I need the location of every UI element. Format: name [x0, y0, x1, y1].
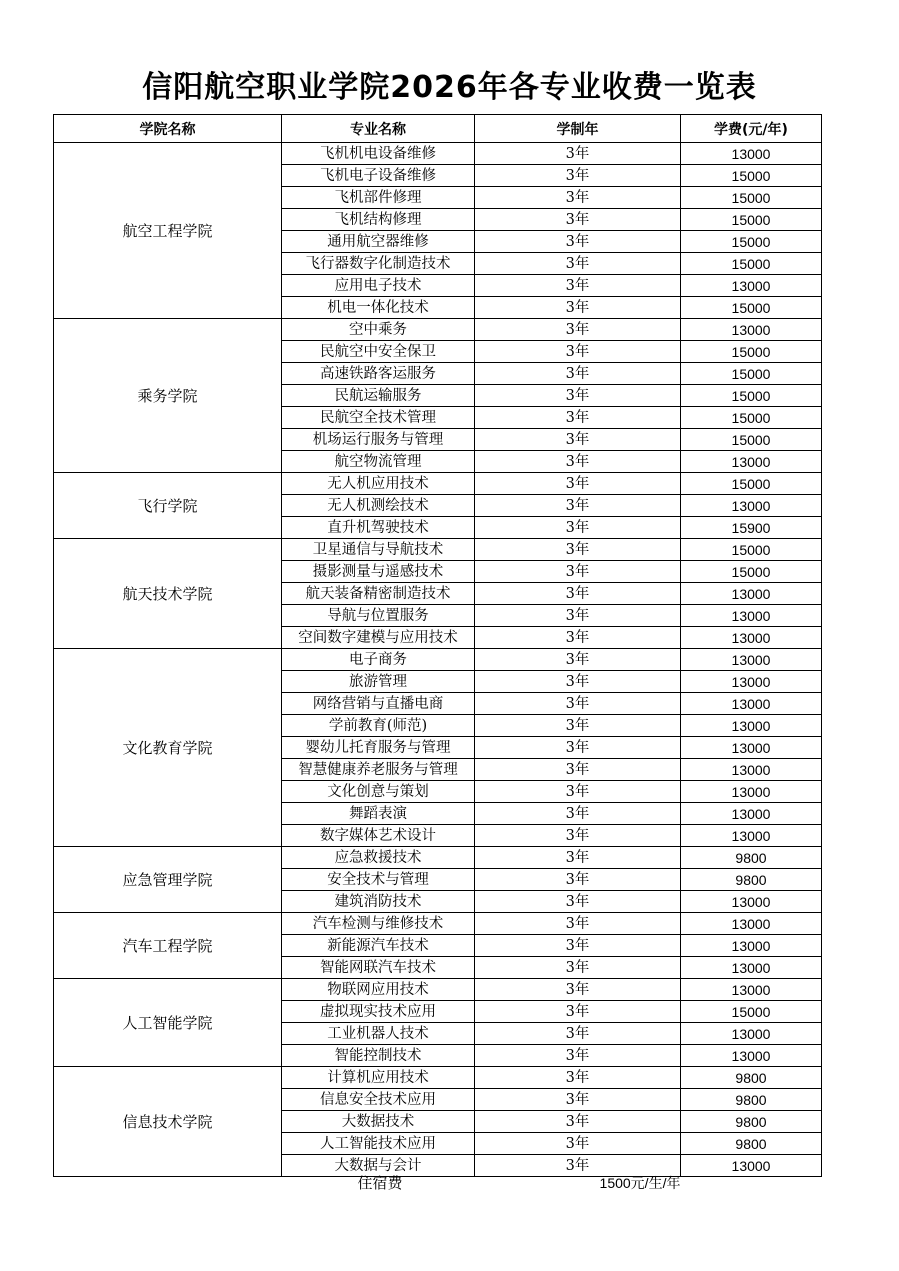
duration-cell: 3年 — [475, 517, 681, 539]
major-name-cell: 通用航空器维修 — [282, 231, 475, 253]
tuition-cell: 15000 — [681, 561, 822, 583]
college-name-cell: 航天技术学院 — [54, 539, 282, 649]
major-name-cell: 虚拟现实技术应用 — [282, 1001, 475, 1023]
duration-cell: 3年 — [475, 759, 681, 781]
dorm-fee-label: 住宿费 — [357, 1174, 403, 1192]
major-name-cell: 大数据与会计 — [282, 1155, 475, 1177]
tuition-cell: 9800 — [681, 1067, 822, 1089]
duration-cell: 3年 — [475, 693, 681, 715]
major-name-cell: 高速铁路客运服务 — [282, 363, 475, 385]
tuition-cell: 15000 — [681, 429, 822, 451]
duration-cell: 3年 — [475, 781, 681, 803]
table-row — [54, 143, 822, 165]
page-title: 信阳航空职业学院2026年各专业收费一览表 — [142, 70, 757, 105]
tuition-cell: 13000 — [681, 957, 822, 979]
tuition-cell: 15000 — [681, 253, 822, 275]
tuition-cell: 13000 — [681, 803, 822, 825]
major-name-cell: 文化创意与策划 — [282, 781, 475, 803]
duration-cell: 3年 — [475, 297, 681, 319]
tuition-cell: 13000 — [681, 1155, 822, 1177]
major-name-cell: 空间数字建模与应用技术 — [282, 627, 475, 649]
tuition-cell: 13000 — [681, 275, 822, 297]
major-name-cell: 无人机应用技术 — [282, 473, 475, 495]
tuition-cell: 13000 — [681, 319, 822, 341]
tuition-cell: 15000 — [681, 1001, 822, 1023]
college-name-cell: 航空工程学院 — [54, 143, 282, 319]
tuition-cell: 13000 — [681, 693, 822, 715]
table-row — [54, 649, 822, 671]
duration-cell: 3年 — [475, 1067, 681, 1089]
duration-cell: 3年 — [475, 539, 681, 561]
major-name-cell: 应用电子技术 — [282, 275, 475, 297]
college-name-cell: 人工智能学院 — [54, 979, 282, 1067]
duration-cell: 3年 — [475, 737, 681, 759]
tuition-cell: 15000 — [681, 209, 822, 231]
major-name-cell: 电子商务 — [282, 649, 475, 671]
tuition-cell: 13000 — [681, 825, 822, 847]
major-name-cell: 工业机器人技术 — [282, 1023, 475, 1045]
duration-cell: 3年 — [475, 1111, 681, 1133]
major-name-cell: 舞蹈表演 — [282, 803, 475, 825]
duration-cell: 3年 — [475, 275, 681, 297]
major-name-cell: 新能源汽车技术 — [282, 935, 475, 957]
fee-table-body — [54, 143, 822, 1177]
duration-cell: 3年 — [475, 209, 681, 231]
duration-cell: 3年 — [475, 979, 681, 1001]
tuition-cell: 13000 — [681, 781, 822, 803]
tuition-cell: 13000 — [681, 715, 822, 737]
college-name-cell: 文化教育学院 — [54, 649, 282, 847]
duration-cell: 3年 — [475, 363, 681, 385]
duration-cell: 3年 — [475, 1089, 681, 1111]
major-name-cell: 人工智能技术应用 — [282, 1133, 475, 1155]
tuition-cell: 15000 — [681, 385, 822, 407]
duration-cell: 3年 — [475, 869, 681, 891]
major-name-cell: 安全技术与管理 — [282, 869, 475, 891]
tuition-cell: 13000 — [681, 891, 822, 913]
tuition-cell: 13000 — [681, 737, 822, 759]
duration-cell: 3年 — [475, 891, 681, 913]
major-name-cell: 无人机测绘技术 — [282, 495, 475, 517]
major-name-cell: 民航空中安全保卫 — [282, 341, 475, 363]
major-name-cell: 汽车检测与维修技术 — [282, 913, 475, 935]
table-row — [54, 847, 822, 869]
dorm-fee-value: 1500元/生/年 — [599, 1175, 681, 1191]
duration-cell: 3年 — [475, 165, 681, 187]
major-name-cell: 卫星通信与导航技术 — [282, 539, 475, 561]
tuition-cell: 13000 — [681, 495, 822, 517]
duration-cell: 3年 — [475, 649, 681, 671]
tuition-cell: 15000 — [681, 187, 822, 209]
duration-cell: 3年 — [475, 319, 681, 341]
table-row — [54, 979, 822, 1001]
duration-cell: 3年 — [475, 495, 681, 517]
tuition-cell: 9800 — [681, 1133, 822, 1155]
table-row — [54, 539, 822, 561]
major-name-cell: 飞机机电设备维修 — [282, 143, 475, 165]
duration-cell: 3年 — [475, 1133, 681, 1155]
duration-cell: 3年 — [475, 715, 681, 737]
duration-cell: 3年 — [475, 407, 681, 429]
major-name-cell: 飞机部件修理 — [282, 187, 475, 209]
duration-cell: 3年 — [475, 473, 681, 495]
major-name-cell: 机场运行服务与管理 — [282, 429, 475, 451]
duration-cell: 3年 — [475, 429, 681, 451]
college-name-cell: 信息技术学院 — [54, 1067, 282, 1177]
duration-cell: 3年 — [475, 605, 681, 627]
tuition-cell: 13000 — [681, 935, 822, 957]
duration-cell: 3年 — [475, 1023, 681, 1045]
duration-cell: 3年 — [475, 253, 681, 275]
duration-cell: 3年 — [475, 341, 681, 363]
fee-table — [53, 114, 822, 1177]
tuition-cell: 15000 — [681, 539, 822, 561]
tuition-cell: 13000 — [681, 913, 822, 935]
table-row — [54, 473, 822, 495]
college-name-cell: 汽车工程学院 — [54, 913, 282, 979]
college-name-cell: 飞行学院 — [54, 473, 282, 539]
tuition-cell: 15900 — [681, 517, 822, 539]
tuition-cell: 13000 — [681, 1023, 822, 1045]
major-name-cell: 智能控制技术 — [282, 1045, 475, 1067]
header-college: 学院名称 — [54, 115, 282, 143]
header-row — [54, 115, 822, 143]
tuition-cell: 13000 — [681, 451, 822, 473]
tuition-cell: 13000 — [681, 649, 822, 671]
major-name-cell: 直升机驾驶技术 — [282, 517, 475, 539]
tuition-cell: 13000 — [681, 143, 822, 165]
table-row — [54, 1067, 822, 1089]
duration-cell: 3年 — [475, 187, 681, 209]
major-name-cell: 空中乘务 — [282, 319, 475, 341]
tuition-cell: 9800 — [681, 847, 822, 869]
tuition-cell: 13000 — [681, 759, 822, 781]
tuition-cell: 13000 — [681, 605, 822, 627]
duration-cell: 3年 — [475, 1045, 681, 1067]
tuition-cell: 15000 — [681, 297, 822, 319]
major-name-cell: 智慧健康养老服务与管理 — [282, 759, 475, 781]
major-name-cell: 应急救援技术 — [282, 847, 475, 869]
tuition-cell: 9800 — [681, 1111, 822, 1133]
duration-cell: 3年 — [475, 143, 681, 165]
tuition-cell: 13000 — [681, 979, 822, 1001]
major-name-cell: 建筑消防技术 — [282, 891, 475, 913]
major-name-cell: 民航运输服务 — [282, 385, 475, 407]
tuition-cell: 9800 — [681, 1089, 822, 1111]
major-name-cell: 导航与位置服务 — [282, 605, 475, 627]
major-name-cell: 学前教育(师范) — [282, 715, 475, 737]
duration-cell: 3年 — [475, 825, 681, 847]
header-years: 学制年 — [475, 115, 681, 143]
tuition-cell: 9800 — [681, 869, 822, 891]
tuition-cell: 15000 — [681, 407, 822, 429]
major-name-cell: 大数据技术 — [282, 1111, 475, 1133]
major-name-cell: 物联网应用技术 — [282, 979, 475, 1001]
tuition-cell: 15000 — [681, 165, 822, 187]
tuition-cell: 15000 — [681, 473, 822, 495]
tuition-cell: 13000 — [681, 627, 822, 649]
major-name-cell: 数字媒体艺术设计 — [282, 825, 475, 847]
major-name-cell: 飞行器数字化制造技术 — [282, 253, 475, 275]
major-name-cell: 网络营销与直播电商 — [282, 693, 475, 715]
major-name-cell: 旅游管理 — [282, 671, 475, 693]
duration-cell: 3年 — [475, 627, 681, 649]
header-major: 专业名称 — [282, 115, 475, 143]
major-name-cell: 智能网联汽车技术 — [282, 957, 475, 979]
duration-cell: 3年 — [475, 561, 681, 583]
duration-cell: 3年 — [475, 1155, 681, 1177]
major-name-cell: 信息安全技术应用 — [282, 1089, 475, 1111]
duration-cell: 3年 — [475, 803, 681, 825]
college-name-cell: 乘务学院 — [54, 319, 282, 473]
major-name-cell: 摄影测量与遥感技术 — [282, 561, 475, 583]
tuition-cell: 15000 — [681, 341, 822, 363]
tuition-cell: 13000 — [681, 671, 822, 693]
major-name-cell: 民航空全技术管理 — [282, 407, 475, 429]
major-name-cell: 航空物流管理 — [282, 451, 475, 473]
tuition-cell: 13000 — [681, 1045, 822, 1067]
duration-cell: 3年 — [475, 1001, 681, 1023]
major-name-cell: 计算机应用技术 — [282, 1067, 475, 1089]
tuition-cell: 15000 — [681, 363, 822, 385]
table-row — [54, 319, 822, 341]
duration-cell: 3年 — [475, 231, 681, 253]
major-name-cell: 航天装备精密制造技术 — [282, 583, 475, 605]
tuition-cell: 13000 — [681, 583, 822, 605]
duration-cell: 3年 — [475, 935, 681, 957]
major-name-cell: 飞机电子设备维修 — [282, 165, 475, 187]
duration-cell: 3年 — [475, 847, 681, 869]
college-name-cell: 应急管理学院 — [54, 847, 282, 913]
duration-cell: 3年 — [475, 583, 681, 605]
duration-cell: 3年 — [475, 913, 681, 935]
duration-cell: 3年 — [475, 957, 681, 979]
duration-cell: 3年 — [475, 671, 681, 693]
tuition-cell: 15000 — [681, 231, 822, 253]
major-name-cell: 机电一体化技术 — [282, 297, 475, 319]
major-name-cell: 婴幼儿托育服务与管理 — [282, 737, 475, 759]
duration-cell: 3年 — [475, 385, 681, 407]
table-row — [54, 913, 822, 935]
major-name-cell: 飞机结构修理 — [282, 209, 475, 231]
header-fee: 学费(元/年) — [681, 115, 822, 143]
duration-cell: 3年 — [475, 451, 681, 473]
